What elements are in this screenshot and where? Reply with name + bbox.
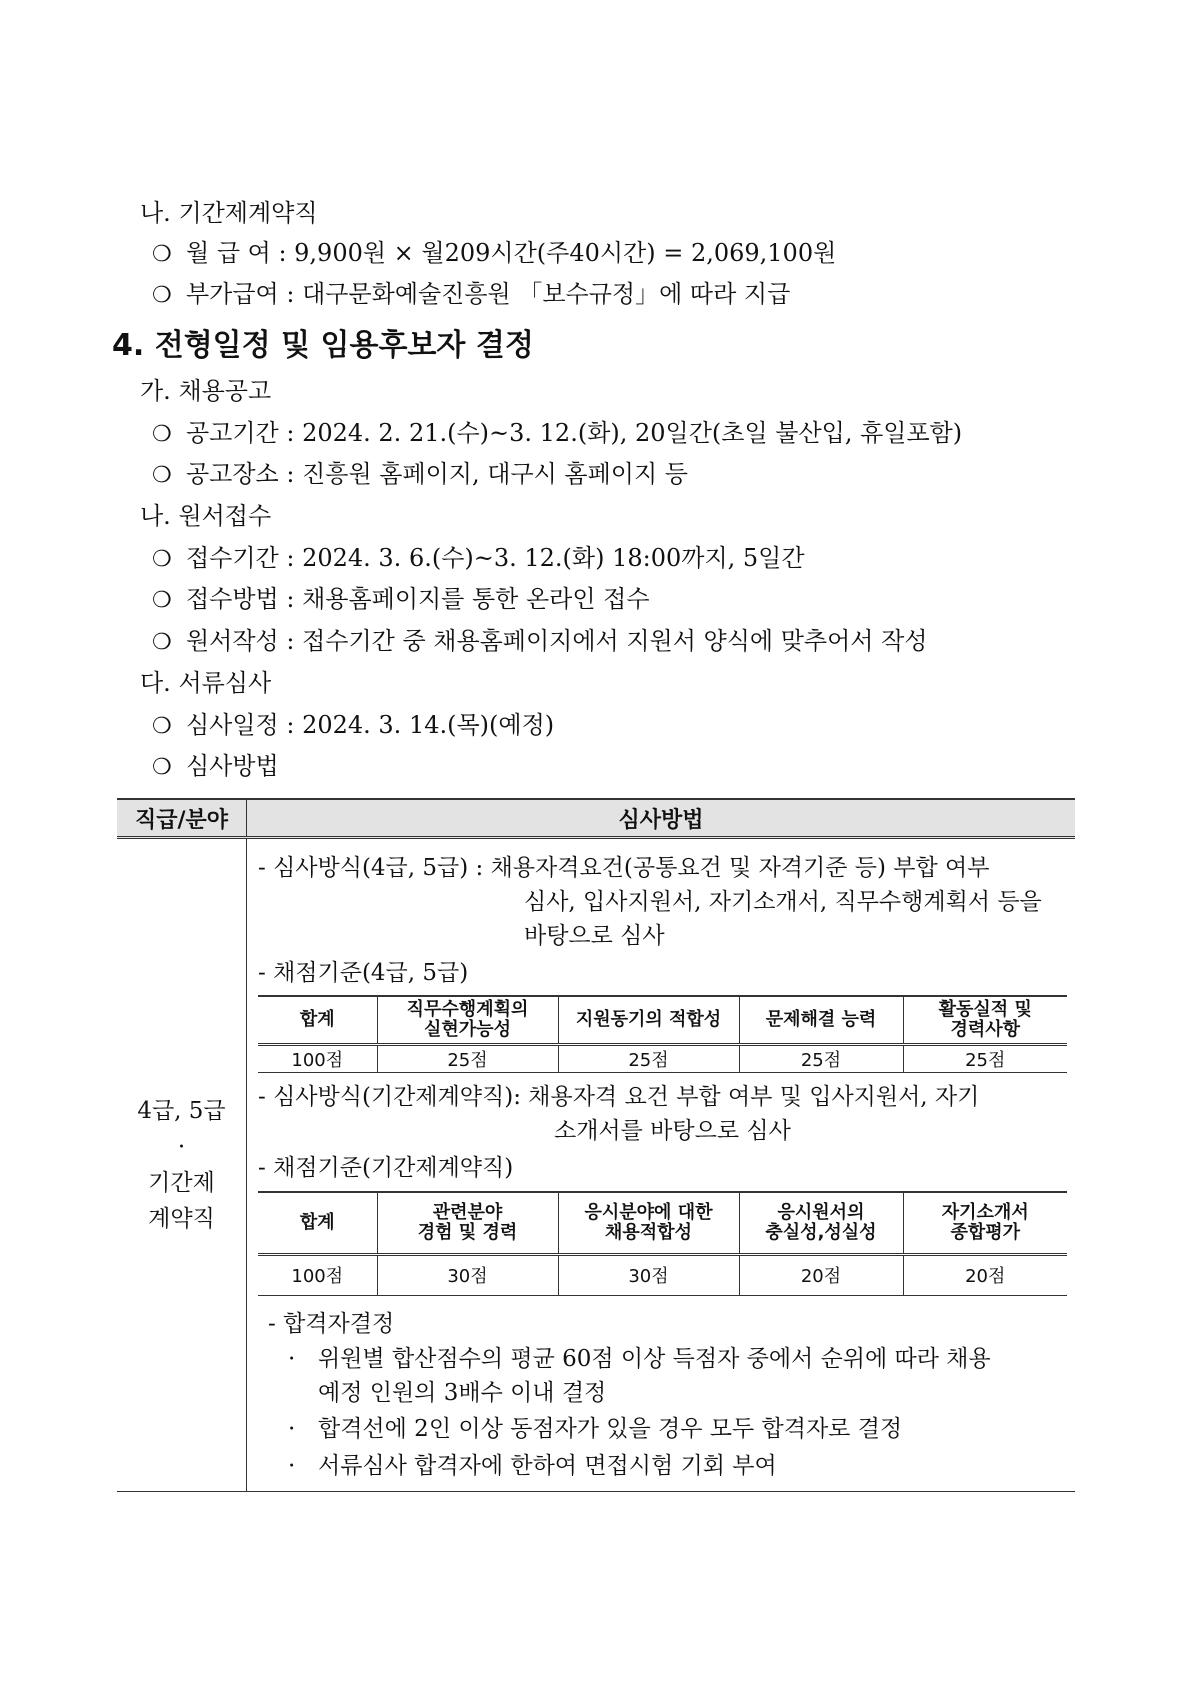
pass-item-continued: 예정 인원의 3배수 이내 결정 — [318, 1380, 607, 1406]
section-4-title: 4. 전형일정 및 임용후보자 결정 — [112, 328, 534, 363]
score-header-row — [258, 1192, 1067, 1254]
position-line: 기간제 — [148, 1170, 215, 1196]
score-value: 20점 — [903, 1254, 1067, 1295]
bullet-item — [152, 751, 279, 783]
score-header: 합계 — [258, 1192, 377, 1254]
notice-place-text: 공고장소 : 진흥원 홈페이지, 대구시 홈페이지 등 — [186, 460, 688, 488]
bullet-item — [152, 543, 805, 575]
method-45-line: 바탕으로 심사 — [524, 923, 665, 949]
position-line: 4급, 5급 — [137, 1098, 226, 1124]
criteria-45-label: - 채점기준(4급, 5급) — [258, 960, 469, 986]
dot-bullet-icon: · — [288, 1346, 296, 1372]
score-header: 합계 — [258, 996, 377, 1044]
header-method: 심사방법 — [247, 799, 1076, 838]
pass-title: - 합격자결정 — [268, 1311, 395, 1337]
score-header: 직무수행계획의 실현가능성 — [377, 996, 558, 1044]
apply-heading: 나. 원서접수 — [140, 502, 272, 530]
circle-bullet-icon: ❍ — [152, 283, 172, 308]
bullet-item — [152, 418, 962, 450]
apply-period-text: 접수기간 : 2024. 3. 6.(수)~3. 12.(화) 18:00까지, 5일간 — [186, 544, 805, 572]
circle-bullet-icon: ❍ — [152, 755, 172, 780]
circle-bullet-icon: ❍ — [152, 547, 172, 572]
review-heading: 다. 서류심사 — [140, 669, 272, 697]
score-value: 30점 — [558, 1254, 739, 1295]
score-table-45 — [258, 995, 1067, 1073]
bullet-item — [152, 584, 650, 616]
header-position: 직급/분야 — [117, 799, 247, 838]
circle-bullet-icon: ❍ — [152, 463, 172, 488]
bullet-item — [152, 279, 790, 311]
pass-item: · 위원별 합산점수의 평균 60점 이상 득점자 중에서 순위에 따라 채용 — [288, 1342, 991, 1376]
circle-bullet-icon: ❍ — [152, 714, 172, 739]
score-value: 25점 — [377, 1044, 558, 1072]
bullet-item — [152, 459, 688, 491]
criteria-temp-label: - 채점기준(기간제계약직) — [258, 1155, 514, 1181]
score-value: 20점 — [739, 1254, 903, 1295]
score-value: 25점 — [739, 1044, 903, 1072]
dot-bullet-icon: · — [288, 1453, 296, 1479]
score-value: 25점 — [558, 1044, 739, 1072]
apply-writing-text: 원서작성 : 접수기간 중 채용홈페이지에서 지원서 양식에 맞추어서 작성 — [186, 627, 928, 655]
method-45-line: - 심사방식(4급, 5급) : 채용자격요건(공통요건 및 자격기준 등) 부합 여부 — [258, 855, 990, 881]
score-table-temp — [258, 1191, 1067, 1296]
method-45-line: 심사, 입사지원서, 자기소개서, 직무수행계획서 등을 — [524, 889, 1042, 915]
circle-bullet-icon: ❍ — [152, 242, 172, 267]
circle-bullet-icon: ❍ — [152, 422, 172, 447]
bullet-item — [152, 626, 927, 658]
bullet-item — [152, 238, 836, 270]
score-header: 관련분야 경험 및 경력 — [377, 1192, 558, 1254]
score-header: 지원동기의 적합성 — [558, 996, 739, 1044]
score-value-row — [258, 1254, 1067, 1295]
notice-period-text: 공고기간 : 2024. 2. 21.(수)~3. 12.(화), 20일간(초일 불산입, 휴일포함) — [186, 419, 963, 447]
score-header-row — [258, 996, 1067, 1044]
pass-item: · 합격선에 2인 이상 동점자가 있을 경우 모두 합격자로 결정 — [288, 1412, 902, 1446]
score-value: 25점 — [903, 1044, 1067, 1072]
extra-pay-text: 부가급여 : 대구문화예술진흥원 「보수규정」에 따라 지급 — [186, 280, 791, 308]
score-value: 30점 — [377, 1254, 558, 1295]
review-method-table — [117, 798, 1075, 1492]
score-header: 활동실적 및 경력사항 — [903, 996, 1067, 1044]
temp-contract-heading: 나. 기간제계약직 — [140, 199, 318, 227]
score-value-row — [258, 1044, 1067, 1072]
method-temp-line: 소개서를 바탕으로 심사 — [554, 1118, 791, 1144]
monthly-pay-text: 월 급 여 : 9,900원 × 월209시간(주40시간) = 2,069,100원 — [186, 239, 837, 267]
position-line: · — [177, 1134, 186, 1160]
position-cell — [117, 838, 247, 1492]
method-cell — [247, 838, 1076, 1492]
review-method-text: 심사방법 — [186, 752, 279, 780]
position-line: 계약직 — [148, 1206, 215, 1232]
bullet-item — [152, 710, 554, 742]
score-header: 응시원서의 충실성,성실성 — [739, 1192, 903, 1254]
apply-method-text: 접수방법 : 채용홈페이지를 통한 온라인 접수 — [186, 585, 650, 613]
dot-bullet-icon: · — [288, 1416, 296, 1442]
method-temp-line: - 심사방식(기간제계약직): 채용자격 요건 부합 여부 및 입사지원서, 자기 — [258, 1084, 980, 1110]
score-header: 응시분야에 대한 채용적합성 — [558, 1192, 739, 1254]
recruit-heading: 가. 채용공고 — [140, 377, 272, 405]
score-header: 자기소개서 종합평가 — [903, 1192, 1067, 1254]
score-header: 문제해결 능력 — [739, 996, 903, 1044]
circle-bullet-icon: ❍ — [152, 630, 172, 655]
review-schedule-text: 심사일정 : 2024. 3. 14.(목)(예정) — [186, 711, 555, 739]
circle-bullet-icon: ❍ — [152, 588, 172, 613]
score-value: 100점 — [258, 1254, 377, 1295]
pass-item: · 서류심사 합격자에 한하여 면접시험 기회 부여 — [288, 1449, 777, 1483]
score-value: 100점 — [258, 1044, 377, 1072]
